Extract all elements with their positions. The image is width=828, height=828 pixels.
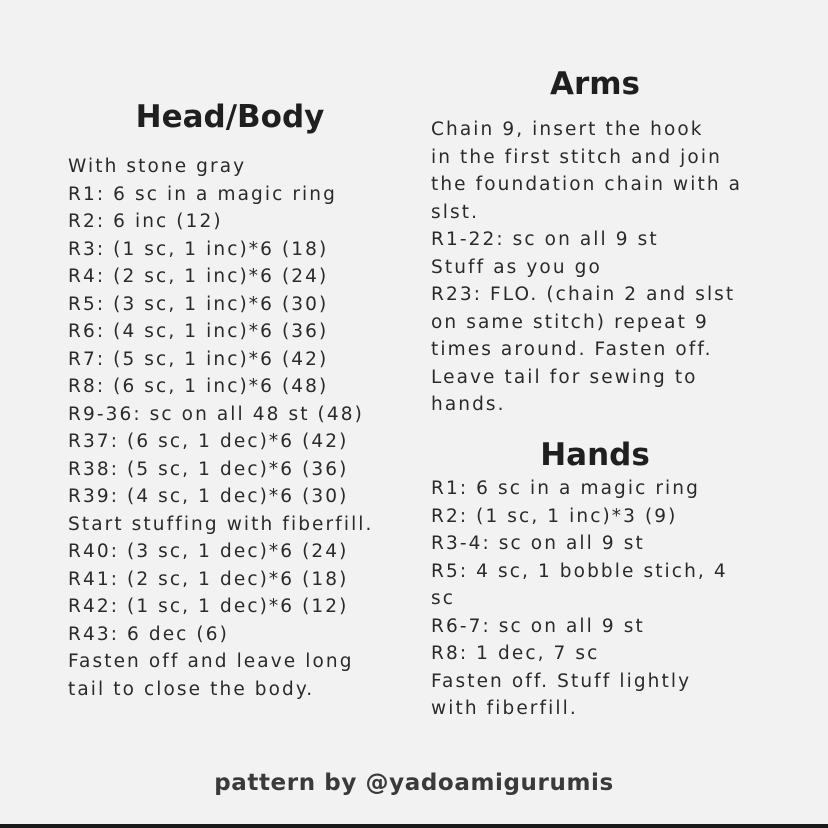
hands-line: R8: 1 dec, 7 sc <box>431 643 600 664</box>
arms-line: Leave tail for sewing to <box>431 366 698 388</box>
arms-line: Chain 9, insert the hook <box>431 119 704 140</box>
arms-line: Stuff as you go <box>431 256 602 278</box>
hands-line: R6-7: sc on all 9 st <box>431 615 645 637</box>
hands-line: Fasten off. Stuff lightly <box>431 670 692 692</box>
head-body-line: Start stuffing with fiberfill. <box>68 513 374 535</box>
arms-instructions <box>431 116 742 419</box>
hands-line: R1: 6 sc in a magic ring <box>431 478 700 499</box>
head-body-instructions <box>68 153 374 703</box>
head-body-line: R7: (5 sc, 1 inc)*6 (42) <box>68 348 329 370</box>
head-body-line: R43: 6 dec (6) <box>68 623 229 645</box>
head-body-line: R8: (6 sc, 1 inc)*6 (48) <box>68 376 329 397</box>
arms-line: in the first stitch and join <box>431 146 722 168</box>
hands-heading: Hands <box>540 437 650 473</box>
head-body-line: R41: (2 sc, 1 dec)*6 (18) <box>68 568 349 590</box>
hands-line: R2: (1 sc, 1 inc)*3 (9) <box>431 505 678 527</box>
arms-line: the foundation chain with a <box>431 174 743 195</box>
head-body-line: R37: (6 sc, 1 dec)*6 (42) <box>68 431 349 452</box>
head-body-line: R39: (4 sc, 1 dec)*6 (30) <box>68 486 349 507</box>
head-body-line: With stone gray <box>68 156 247 177</box>
head-body-line: R42: (1 sc, 1 dec)*6 (12) <box>68 596 349 617</box>
head-body-heading: Head/Body <box>135 99 325 135</box>
pattern-credit: pattern by @yadoamigurumis <box>214 770 614 796</box>
head-body-line: R2: 6 inc (12) <box>68 211 223 232</box>
head-body-line: R9-36: sc on all 48 st (48) <box>68 403 364 425</box>
arms-line: on same stitch) repeat 9 <box>431 311 709 333</box>
hands-line: R3-4: sc on all 9 st <box>431 533 645 554</box>
head-body-line: R5: (3 sc, 1 inc)*6 (30) <box>68 293 329 315</box>
arms-line: slst. <box>431 201 480 223</box>
head-body-line: R38: (5 sc, 1 dec)*6 (36) <box>68 458 349 480</box>
arms-line: times around. Fasten off. <box>431 339 713 360</box>
head-body-line: R6: (4 sc, 1 inc)*6 (36) <box>68 321 329 342</box>
hands-line: sc <box>431 588 456 609</box>
head-body-line: R3: (1 sc, 1 inc)*6 (18) <box>68 238 329 260</box>
hands-line: R5: 4 sc, 1 bobble stich, 4 <box>431 560 728 582</box>
head-body-line: tail to close the body. <box>68 678 315 700</box>
hands-instructions <box>431 475 728 723</box>
arms-line: R23: FLO. (chain 2 and slst <box>431 284 736 305</box>
head-body-line: R1: 6 sc in a magic ring <box>68 183 337 205</box>
head-body-line: R40: (3 sc, 1 dec)*6 (24) <box>68 541 349 562</box>
arms-line: R1-22: sc on all 9 st <box>431 229 659 250</box>
hands-line: with fiberfill. <box>431 698 578 719</box>
head-body-line: Fasten off and leave long <box>68 651 354 672</box>
bottom-divider <box>0 824 828 828</box>
head-body-line: R4: (2 sc, 1 inc)*6 (24) <box>68 266 329 287</box>
arms-heading: Arms <box>549 66 641 102</box>
arms-line: hands. <box>431 394 506 415</box>
